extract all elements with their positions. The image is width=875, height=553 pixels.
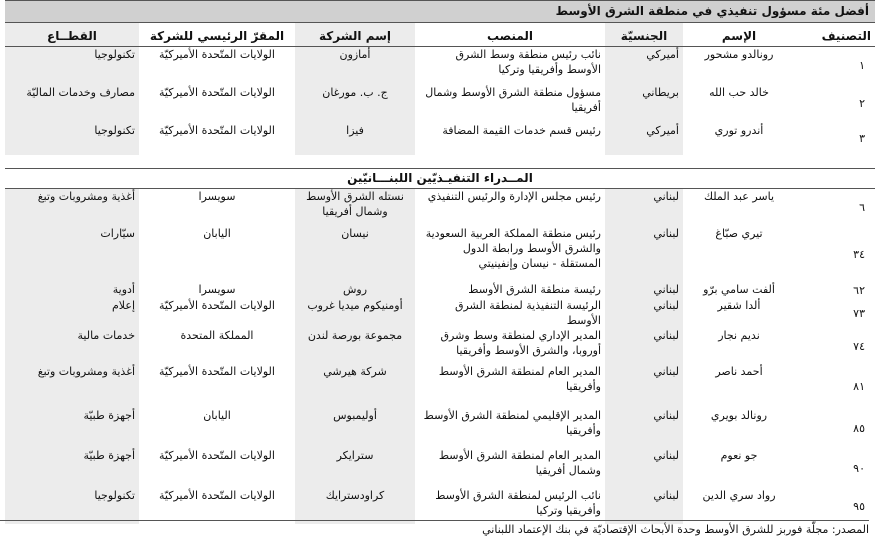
rank-cell: ٣ <box>859 132 865 145</box>
name-cell: ياسر عبد الملك <box>703 189 775 203</box>
sector-cell: أغذية ومشروبات وتبغ <box>5 188 139 226</box>
hq-cell: المملكة المتحدة <box>180 329 254 342</box>
nationality-cell: لبناني <box>605 364 683 408</box>
name-cell: رواد سري الدين <box>702 489 776 502</box>
table-row <box>5 328 875 364</box>
table-title-row <box>5 1 875 23</box>
company-cell: مجموعة بورصة لندن <box>295 328 415 364</box>
header-hq: المقرّ الرئيسي للشركة <box>139 23 295 47</box>
position-cell: الرئيسة التنفيذية لمنطقة الشرق الأوسط <box>454 299 601 327</box>
rank-cell: ٨١ <box>853 379 865 393</box>
section-title: المــدراء التنفيـذيّين اللبنـــانيّين <box>5 168 875 188</box>
company-cell: فيزا <box>295 123 415 155</box>
sector-cell: تكنولوجيا <box>5 47 139 85</box>
sector-cell: مصارف وخدمات الماليّة <box>5 85 139 123</box>
nationality-cell: لبناني <box>605 282 683 298</box>
rank-cell: ٦ <box>859 200 865 214</box>
company-cell: أمازون <box>295 47 415 85</box>
table-row <box>5 85 875 123</box>
name-cell: ألدا شقير <box>717 299 761 312</box>
table-row <box>5 298 875 328</box>
position-cell: المدير الإداري لمنطقة وسط وشرق أوروبا، والشرق الأوسط وأفريقيا <box>440 329 601 357</box>
nationality-cell: أميركي <box>605 47 683 85</box>
position-cell: رئيسة منطقة الشرق الأوسط <box>468 283 601 296</box>
hq-cell: الولايات المتّحدة الأميركيّة <box>159 85 275 99</box>
rank-cell: ٢ <box>859 97 865 110</box>
table-row <box>5 408 875 448</box>
table-row <box>5 282 875 298</box>
sector-cell: إعلام <box>5 298 139 328</box>
rank-cell: ٩٥ <box>853 499 865 513</box>
company-cell: أومنيكوم ميديا غروب <box>295 298 415 328</box>
name-cell: جو نعوم <box>720 449 758 462</box>
table-row <box>5 123 875 155</box>
header-nationality: الجنسيّة <box>605 23 683 47</box>
table-row <box>5 488 875 524</box>
table-row <box>5 188 875 226</box>
nationality-cell: أميركي <box>605 123 683 155</box>
table-row <box>5 364 875 408</box>
name-cell: رونالدو مشحور <box>704 48 774 61</box>
name-cell: تيري صبّاغ <box>715 227 763 240</box>
company-cell: سترايكر <box>295 448 415 488</box>
position-cell: المدير الإقليمي لمنطقة الشرق الأوسط وأفريقيا <box>423 409 601 437</box>
hq-cell: سويسرا <box>198 283 236 296</box>
hq-cell: الولايات المتّحدة الأميركيّة <box>159 489 275 502</box>
position-cell: نائب الرئيس لمنطقة الشرق الأوسط وأفريقيا وتركيا <box>435 489 601 517</box>
rank-cell: ٩٠ <box>853 461 865 475</box>
hq-cell: الولايات المتّحدة الأميركيّة <box>159 365 275 378</box>
position-cell: رئيس مجلس الإدارة والرئيس التنفيذي <box>427 189 601 203</box>
executives-table <box>5 0 875 524</box>
sector-cell: تكنولوجيا <box>5 123 139 155</box>
spacer-row <box>5 155 875 169</box>
sector-cell: سيّارات <box>5 226 139 282</box>
company-cell: نيسان <box>295 226 415 282</box>
header-position: المنصب <box>415 23 605 47</box>
nationality-cell: لبناني <box>605 408 683 448</box>
name-cell: ألفت سامي برّو <box>703 283 775 296</box>
rank-cell: ٨٥ <box>853 421 865 435</box>
hq-cell: اليابان <box>203 227 231 240</box>
header-sector: القطــاع <box>5 23 139 47</box>
header-name: الإسم <box>683 23 795 47</box>
name-cell: أحمد ناصر <box>715 365 763 378</box>
section-row <box>5 168 875 188</box>
header-rank: التصنيف <box>795 23 875 47</box>
name-cell: نديم نجار <box>718 329 760 342</box>
company-cell: ج. ب. مورغان <box>295 85 415 123</box>
sector-cell: أجهزة طبيّة <box>5 448 139 488</box>
hq-cell: الولايات المتّحدة الأميركيّة <box>159 48 275 61</box>
table-row <box>5 448 875 488</box>
name-cell: أندرو توري <box>714 123 764 137</box>
position-cell: مسؤول منطقة الشرق الأوسط وشمال أفريقيا <box>425 85 601 114</box>
nationality-cell: لبناني <box>605 448 683 488</box>
rank-cell: ٧٤ <box>853 339 865 353</box>
nationality-cell: لبناني <box>605 188 683 226</box>
nationality-cell: لبناني <box>605 298 683 328</box>
position-cell: رئيس منطقة المملكة العربية السعودية والشرق الأوسط ورابطة الدول المستقلة - نيسان وإنفينيتي <box>425 227 601 270</box>
sector-cell: أدوية <box>5 282 139 298</box>
rank-cell: ٦٢ <box>853 283 865 297</box>
nationality-cell: لبناني <box>605 226 683 282</box>
source-note: المصدر: مجلّة فوربز للشرق الأوسط وحدة الأبحاث الإقتصاديّة في بنك الإعتماد اللبناني <box>0 520 869 536</box>
position-cell: المدير العام لمنطقة الشرق الأوسط وشمال أفريقيا <box>438 449 601 477</box>
header-company: إسم الشركة <box>295 23 415 47</box>
name-cell: خالد حب الله <box>709 85 769 99</box>
hq-cell: الولايات المتّحدة الأميركيّة <box>159 449 275 462</box>
rank-cell: ٧٣ <box>853 306 865 320</box>
rank-cell: ٣٤ <box>853 247 865 261</box>
table-row <box>5 47 875 85</box>
company-cell: نستله الشرق الأوسط وشمال أفريقيا <box>295 188 415 226</box>
table-row <box>5 226 875 282</box>
nationality-cell: لبناني <box>605 488 683 524</box>
name-cell: رونالد بويري <box>710 409 768 422</box>
hq-cell: الولايات المتّحدة الأميركيّة <box>159 123 275 137</box>
sector-cell: تكنولوجيا <box>5 488 139 524</box>
position-cell: نائب رئيس منطقة وسط الشرق الأوسط وأفريقيا وتركيا <box>455 48 601 76</box>
hq-cell: اليابان <box>203 409 231 422</box>
company-cell: روش <box>295 282 415 298</box>
hq-cell: سويسرا <box>198 189 236 203</box>
position-cell: المدير العام لمنطقة الشرق الأوسط وأفريقيا <box>438 365 601 393</box>
sector-cell: أجهزة طبيّة <box>5 408 139 448</box>
hq-cell: الولايات المتّحدة الأميركيّة <box>159 299 275 312</box>
sector-cell: خدمات مالية <box>5 328 139 364</box>
company-cell: كراودسترايك <box>295 488 415 524</box>
table-title: أفضل مئة مسؤول تنفيذي في منطقة الشرق الأوسط <box>5 1 875 23</box>
company-cell: أوليمبوس <box>295 408 415 448</box>
header-row <box>5 23 875 47</box>
company-cell: شركة هيرشي <box>295 364 415 408</box>
rank-cell: ١ <box>859 59 865 73</box>
sector-cell: أغذية ومشروبات وتبغ <box>5 364 139 408</box>
top-executives-body <box>5 47 875 155</box>
position-cell: رئيس قسم خدمات القيمة المضافة <box>442 123 601 137</box>
nationality-cell: لبناني <box>605 328 683 364</box>
nationality-cell: بريطاني <box>605 85 683 123</box>
lebanese-executives-body <box>5 188 875 524</box>
